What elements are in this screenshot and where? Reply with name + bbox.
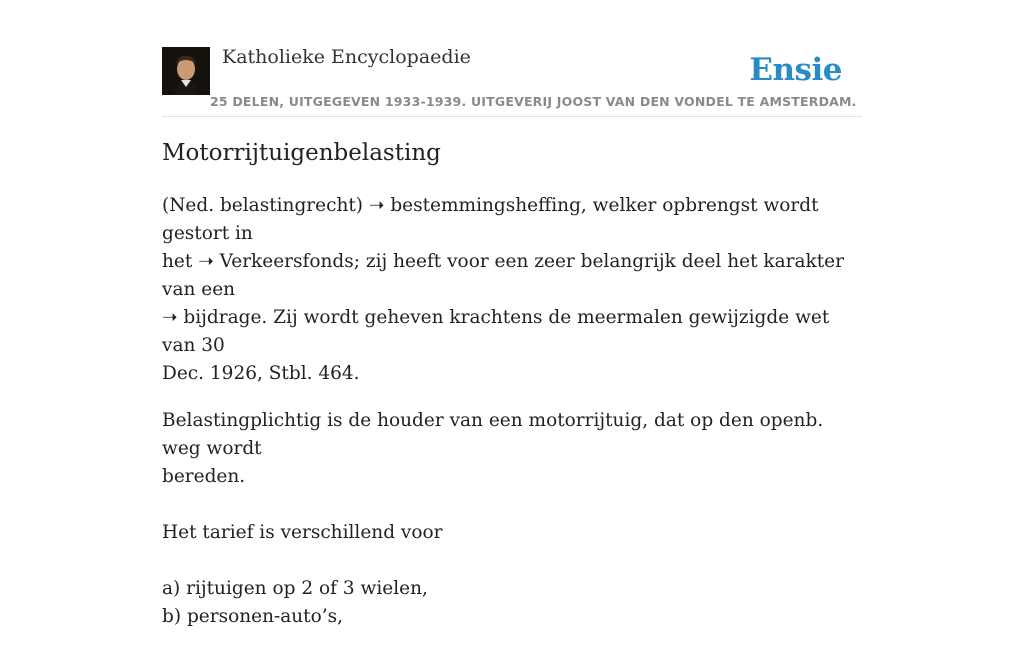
paragraph-line: Belastingplichtig is de houder van een motorrijtuig, dat op den openb. weg wordt [162, 410, 824, 459]
ensie-brand-logo[interactable]: Ensie [749, 52, 842, 88]
paragraph-line: Dec. 1926, Stbl. 464. [162, 363, 360, 384]
portrait-avatar-icon[interactable] [162, 47, 210, 95]
text-segment: ; zij heeft voor een zeer belangrijk deel het karakter van een [162, 251, 844, 300]
source-header [162, 46, 862, 117]
paragraph-line [162, 192, 862, 248]
paragraph-2 [162, 407, 862, 631]
article-title: Motorrijtuigenbelasting [162, 140, 441, 166]
list-item: a) rijtuigen op 2 of 3 wielen, [162, 578, 428, 599]
paragraph-line: Het tarief is verschillend voor [162, 522, 443, 543]
arrow-right-icon: ➝ [368, 195, 385, 216]
paragraph-line [162, 248, 862, 304]
link-verkeersfonds[interactable]: Verkeersfonds [219, 251, 354, 272]
source-title[interactable]: Katholieke Encyclopaedie [222, 46, 471, 68]
link-bestemmingsheffing[interactable]: bestemmingsheffing [390, 195, 581, 216]
line-break [162, 491, 862, 519]
link-bijdrage[interactable]: bijdrage [183, 307, 262, 328]
line-break [162, 547, 862, 575]
text-segment: . Zij wordt geheven krachtens de meermalen gewijzigde wet van 30 [162, 307, 830, 356]
source-subtitle: 25 DELEN, UITGEGEVEN 1933-1939. UITGEVERIJ JOOST VAN DEN VONDEL TE AMSTERDAM. [210, 94, 857, 109]
article-body [162, 192, 862, 650]
paragraph-1 [162, 192, 862, 388]
text-segment: , welker opbrengst wordt gestort in [162, 195, 819, 244]
arrow-right-icon: ➝ [162, 307, 178, 328]
paragraph-line [162, 304, 862, 360]
text-segment: (Ned. belastingrecht) [162, 195, 369, 216]
text-segment: het [162, 251, 199, 272]
list-item: b) personen-auto’s, [162, 606, 344, 627]
paragraph-line: bereden. [162, 466, 246, 487]
arrow-right-icon: ➝ [198, 251, 214, 272]
